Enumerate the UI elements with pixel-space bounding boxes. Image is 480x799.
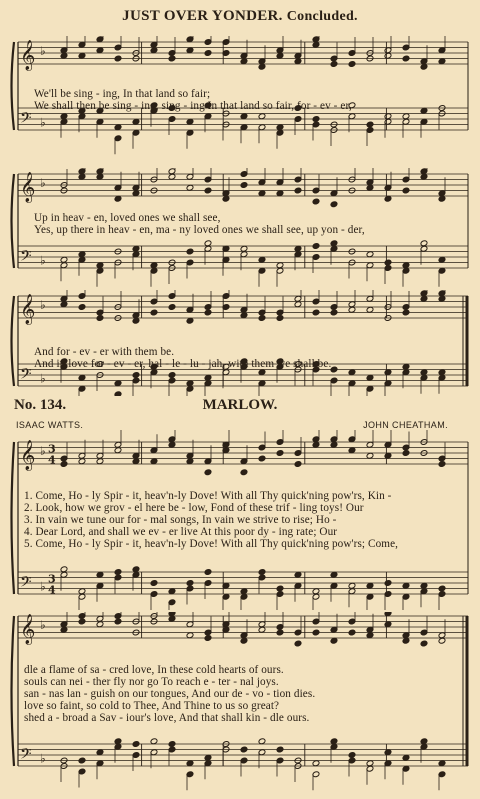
svg-text:4: 4	[48, 453, 56, 467]
lyric-line: Yes, up there in heav - en, ma - ny loved ones we shall see, up yon - der,	[34, 224, 365, 236]
svg-text:♭: ♭	[40, 579, 46, 594]
svg-text:𝄞: 𝄞	[20, 614, 36, 645]
verse-line: 2. Look, how we grov - el here be - low, Fond of these trif - ling toys! Our	[24, 502, 364, 514]
svg-text:𝄞: 𝄞	[20, 440, 36, 471]
svg-text:𝄢: 𝄢	[20, 109, 32, 131]
verse-line: 5. Come, Ho - ly Spir - it, heav'n-ly Dove! With all Thy quick'ning pow'rs; Come,	[24, 538, 399, 550]
song-title-text: JUST OVER YONDER.	[122, 8, 283, 24]
svg-text:♭: ♭	[40, 618, 46, 633]
svg-text:𝄞: 𝄞	[20, 294, 36, 325]
svg-text:♭: ♭	[40, 253, 46, 268]
svg-text:𝄢: 𝄢	[20, 247, 32, 269]
verse-line: 1. Come, Ho - ly Spir - it, heav'n-ly Dove! With all Thy quick'ning pow'rs, Kin -	[24, 490, 392, 502]
music-system-2	[8, 168, 472, 288]
hymn-number: No. 134.	[14, 397, 67, 413]
song-title	[0, 8, 480, 25]
svg-text:𝄢: 𝄢	[20, 745, 32, 767]
verse-line: dle a flame of sa - cred love, In these cold hearts of ours.	[24, 664, 284, 676]
lyric-line: We'll be sing - ing, In that land so fair;	[34, 88, 211, 100]
svg-text:♭: ♭	[40, 298, 46, 313]
svg-text:♭: ♭	[40, 444, 46, 459]
song-title-suffix: Concluded.	[286, 9, 358, 24]
svg-text:♭: ♭	[40, 115, 46, 130]
verse-line: san - nas lan - guish on our tongues, And our de - vo - tion dies.	[24, 688, 316, 700]
svg-text:𝄞: 𝄞	[20, 40, 36, 71]
svg-text:3: 3	[48, 442, 56, 456]
lyric-line: And in love for - ev - er, hal - le - lu - jah, with them we shall be.	[34, 358, 332, 370]
lyric-line: Up in heav - en, loved ones we shall see,	[34, 212, 221, 224]
svg-text:♭: ♭	[40, 176, 46, 191]
svg-text:♭: ♭	[40, 371, 46, 386]
lyric-line: And for - ev - er with them be.	[34, 346, 175, 358]
svg-text:3: 3	[48, 572, 56, 586]
music-system-5	[8, 612, 472, 794]
music-system-3	[8, 290, 472, 396]
svg-text:♭: ♭	[40, 44, 46, 59]
svg-text:𝄢: 𝄢	[20, 573, 32, 595]
author-credit: ISAAC WATTS.	[16, 420, 84, 430]
lyric-line: We shall then be sing - ing, sing - ing In that land so fair, for - ev - er,	[34, 100, 352, 112]
verse-line: 4. Dear Lord, and shall we ev - er live At this poor dy - ing rate; Our	[24, 526, 338, 538]
hymn-tune-name: MARLOW.	[202, 397, 278, 413]
svg-text:𝄞: 𝄞	[20, 172, 36, 203]
verse-line: love so faint, so cold to Thee, And Thine to us so great?	[24, 700, 280, 712]
music-system-1	[8, 36, 472, 166]
music-system-4	[8, 430, 472, 610]
staff-notation-3	[8, 290, 472, 396]
svg-text:♭: ♭	[40, 751, 46, 766]
svg-text:𝄢: 𝄢	[20, 365, 32, 387]
verse-line: 3. In vain we tune our for - mal songs, In vain we strive to rise; Ho -	[24, 514, 337, 526]
verse-line: souls can nei - ther fly nor go To reach e - ter - nal joys.	[24, 676, 279, 688]
verse-line: shed a - broad a Sav - iour's love, And that shall kin - dle ours.	[24, 712, 310, 724]
composer-credit: JOHN CHEATHAM.	[363, 420, 448, 430]
svg-text:4: 4	[48, 583, 56, 597]
